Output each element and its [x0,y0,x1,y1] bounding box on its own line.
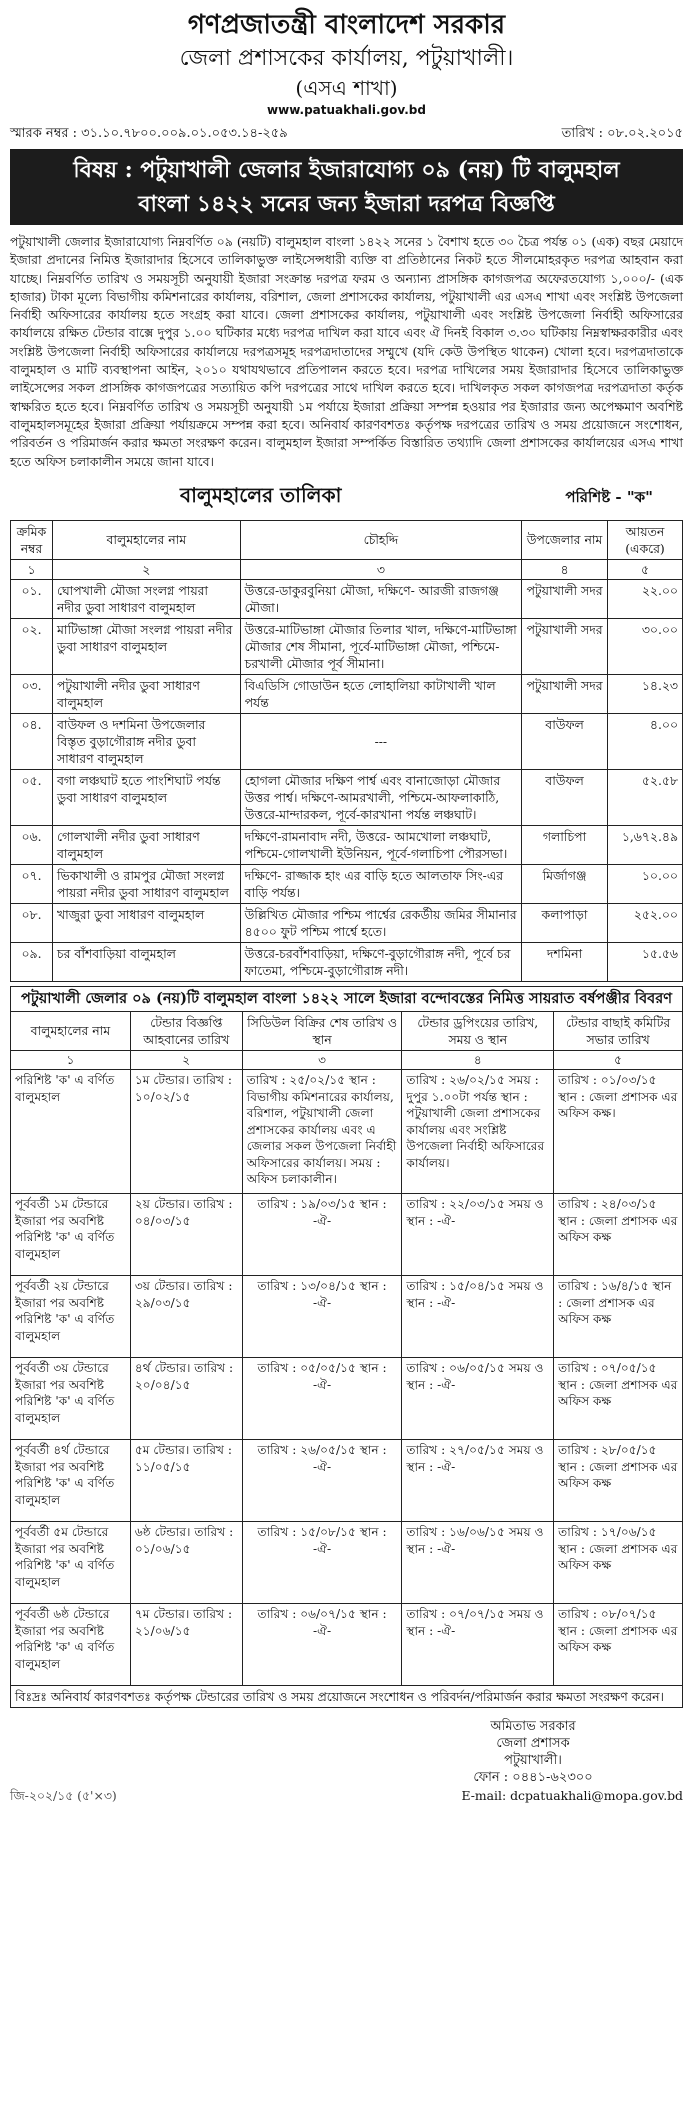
area: ৫২.৫৮ [607,769,682,825]
sandbar-name: মাটিভাঙ্গা মৌজা সংলগ্ন পায়রা নদীর ডুবা সাধারণ বালুমহাল [52,618,240,674]
tender-notice-date: ৫ম টেন্ডার। তারিখ : ১১/০৫/১৫ [130,1440,242,1522]
column-number: ৪ [402,1050,554,1070]
sandbar-group: পরিশিষ্ট 'ক' এ বর্ণিত বালুমহাল [11,1070,131,1194]
footnote: বিঃদ্রঃ অনিবার্য কারণবশতঃ কর্তৃপক্ষ টেন্ডারের তারিখ ও সময় প্রয়োজনে সংশোধন ও পরিবর্দন/পরিমার্জন করার ক্ষমতা সংরক্ষণ করেন। [10,1686,683,1708]
date-label: তারিখ : [561,126,604,141]
committee-meeting: তারিখ : ১৭/০৬/১৫ স্থান : জেলা প্রশাসক এর অফিস কক্ষ [554,1522,683,1604]
header-cell: টেন্ডার বিজ্ঞপ্তি আহবানের তারিখ [130,1011,242,1050]
sandbar-group: পূর্ববর্তী ৫ম টেন্ডারে ইজারা পর অবশিষ্ট পরিশিষ্ট 'ক' এ বর্ণিত বালুমহাল [11,1522,131,1604]
header-cell: টেন্ডার বাছাই কমিটির সভার তারিখ [554,1011,683,1050]
schedule-sale: তারিখ : ১৩/০৪/১৫ স্থান : -ঐ- [242,1276,402,1358]
header-cell: বালুমহালের নাম [52,520,240,559]
boundaries: দক্ষিণে- রাজ্জাক হাং এর বাড়ি হতে আলতাফ সিং-এর বাড়ি পর্যন্ত। [240,864,521,903]
serial: ০৭. [11,864,53,903]
table-row [11,579,683,618]
area: ২২.০০ [607,579,682,618]
sandbar-name: খাজুরা ডুবা সাধারণ বালুমহাল [52,903,240,942]
table-row [11,864,683,903]
boundaries: উল্লিখিত মৌজার পশ্চিম পার্শ্বের রেকর্ডীয় জমির সীমানার ৪৫০০ ফুট পশ্চিম পার্শ্বে হতে। [240,903,521,942]
committee-meeting: তারিখ : ২৮/০৫/১৫ স্থান : জেলা প্রশাসক এর অফিস কক্ষ [554,1440,683,1522]
committee-meeting: তারিখ : ১৬/৪/১৫ স্থান : জেলা প্রশাসক এর অফিস কক্ষ [554,1276,683,1358]
signatory-phone: ফোন : ০৪৪১-৬২৩০০ [473,1770,593,1786]
column-number: ৩ [242,1050,402,1070]
sandbar-group: পূর্ববর্তী ৩য় টেন্ডারে ইজারা পর অবশিষ্ট পরিশিষ্ট 'ক' এ বর্ণিত বালুমহাল [11,1358,131,1440]
sandbar-name: গোলখালী নদীর ডুবা সাধারণ বালুমহাল [52,825,240,864]
table-row [11,618,683,674]
signatory-place: পটুয়াখালী। [504,1753,562,1769]
committee-meeting: তারিখ : ০৮/০৭/১৫ স্থান : জেলা প্রশাসক এর অফিস কক্ষ [554,1604,683,1686]
serial: ০৩. [11,674,53,713]
column-number: ৩ [240,559,521,579]
upazila: কলাপাড়া [522,903,608,942]
table-row [11,942,683,981]
column-number: ৫ [554,1050,683,1070]
print-code: জি-২০২/১৫ (৫'×৩) [10,1788,117,1804]
column-number-row [11,1050,683,1070]
boundaries: উত্তরে-মাটিভাঙ্গা মৌজার তিলার খাল, দক্ষিণে-মাটিভাঙ্গা মৌজার শেষ সীমানা, পূর্বে-মাটিভাঙ্গা মৌজা, পশ্চিমে- চরখালী মৌজার পূর্ব সীমানা। [240,618,521,674]
table-row [11,1276,683,1358]
government-title: গণপ্রজাতন্ত্রী বাংলাদেশ সরকার [187,10,506,40]
header-cell: বালুমহালের নাম [11,1011,131,1050]
table-row [11,1358,683,1440]
sandbar-name: ঘোপখালী মৌজা সংলগ্ন পায়রা নদীর ডুবা সাধারণ বালুমহাল [52,579,240,618]
footer-row [10,1788,683,1808]
area: ১৪.২৩ [607,674,682,713]
table-header-row [11,520,683,559]
tender-notice-date: ৪র্থ টেন্ডার। তারিখ : ২০/০৪/১৫ [130,1358,242,1440]
schedule-sale: তারিখ : ২৬/০৫/১৫ স্থান : -ঐ- [242,1440,402,1522]
upazila: বাউফল [522,769,608,825]
boundaries: --- [240,713,521,769]
tender-drop: তারিখ : ২৭/০৫/১৫ সময় ও স্থান : -ঐ- [402,1440,554,1522]
table-header-row [11,1011,683,1050]
boundaries: দক্ষিণে-রামনাবাদ নদী, উত্তরে- আমখোলা লঞ্চঘাট, পশ্চিমে-গোলখালী ইউনিয়ন, পূর্বে-গলাচিপা পৌরসভা। [240,825,521,864]
upazila: পটুয়াখালী সদর [522,618,608,674]
header-cell: সিডিউল বিক্রির শেষ তারিখ ও স্থান [242,1011,402,1050]
header-cell: ক্রমিক নম্বর [11,520,53,559]
column-number: ৫ [607,559,682,579]
boundaries: হোগলা মৌজার দক্ষিণ পার্শ্ব এবং বানাজোড়া মৌজার উত্তর পার্শ্ব। দক্ষিণে-আমরখালী, পশ্চিমে-আফলাকাঠি, উত্তরে-মান্দারকল, পূর্বে-কারখানা পর্যন্ত লঞ্চঘাট। [240,769,521,825]
tender-notice-date: ১ম টেন্ডার। তারিখ : ১০/০২/১৫ [130,1070,242,1194]
upazila: পটুয়াখালী সদর [522,579,608,618]
table-row [11,903,683,942]
upazila: মির্জাগঞ্জ [522,864,608,903]
sandbar-group: পূর্ববর্তী ১ম টেন্ডারে ইজারা পর অবশিষ্ট পরিশিষ্ট 'ক' এ বর্ণিত বালুমহাল [11,1194,131,1276]
sandbar-list-table [10,520,683,982]
table-row [11,825,683,864]
signature-block [423,1718,643,1786]
tender-notice [10,0,683,1808]
tender-drop: তারিখ : ০৬/০৫/১৫ সময় ও স্থান : -ঐ- [402,1358,554,1440]
memo-number [10,124,288,145]
subject-line-1: বিষয় : পটুয়াখালী জেলার ইজারাযোগ্য ০৯ (নয়) টি বালুমহাল [73,157,620,183]
schedule-sale: তারিখ : ২৫/০২/১৫ স্থান : বিভাগীয় কমিশনারের কার্যালয়, বরিশাল, পটুয়াখালী জেলা প্রশাসকের কার্যালয় এবং এ জেলার সকল উপজেলা নির্বাহী অফিসারের কার্যালয়। সময় : অফিস চলাকালীন। [242,1070,402,1194]
area: ১০.০০ [607,864,682,903]
sandbar-name: চর বাঁশবাড়িয়া বালুমহাল [52,942,240,981]
sandbar-name: বগা লঞ্চঘাট হতে পাংশিঘাট পর্যন্ত ডুবা সাধারণ বালুমহাল [52,769,240,825]
serial: ০২. [11,618,53,674]
upazila: দশমিনা [522,942,608,981]
column-number: ১ [11,1050,131,1070]
serial: ০৬. [11,825,53,864]
sandbar-name: ভিকাখালী ও রামপুর মৌজা সংলগ্ন পায়রা নদীর ডুবা সাধারণ বালুমহাল [52,864,240,903]
area: ১,৬৭২.৪৯ [607,825,682,864]
schedule-sale: তারিখ : ০৫/০৫/১৫ স্থান : -ঐ- [242,1358,402,1440]
header-cell: টেন্ডার ড্রপিংয়ের তারিখ, সময় ও স্থান [402,1011,554,1050]
boundaries: বিএডিসি গোডাউন হতে লোহালিয়া কাটাখালী খাল পর্যন্ত [240,674,521,713]
serial: ০৪. [11,713,53,769]
branch-name: (এসএ শাখা) [295,76,398,100]
area: ৩০.০০ [607,618,682,674]
column-number: ২ [52,559,240,579]
serial: ০৫. [11,769,53,825]
column-number-row [11,559,683,579]
email-link[interactable]: E-mail: dcpatuakhali@mopa.gov.bd [461,1788,683,1804]
issue-date [562,124,683,145]
sandbar-group: পূর্ববর্তী ৬ষ্ঠ টেন্ডারে ইজারা পর অবশিষ্ট পরিশিষ্ট 'ক' এ বর্ণিত বালুমহাল [11,1604,131,1686]
tender-drop: তারিখ : ১৫/০৪/১৫ সময় ও স্থান : -ঐ- [402,1276,554,1358]
column-number: ১ [11,559,53,579]
tender-drop: তারিখ : ০৭/০৭/১৫ সময় ও স্থান : -ঐ- [402,1604,554,1686]
tender-drop: তারিখ : ২৬/০২/১৫ সময় : দুপুর ১.০০টা পর্যন্ত স্থান : পটুয়াখালী জেলা প্রশাসকের কার্যালয় এবং সংশ্লিষ্ট উপজেলা নির্বাহী অফিসারের কার্যালয়। [402,1070,554,1194]
schedule-sale: তারিখ : ০৬/০৭/১৫ স্থান : -ঐ- [242,1604,402,1686]
boundaries: উত্তরে-চরবাঁশবাড়িয়া, দক্ষিণে-বুড়াগৌরাঙ্গ নদী, পূর্বে চর ফাতেমা, পশ্চিমে-বুড়াগৌরাঙ্গ নদী। [240,942,521,981]
memo-value: ৩১.১০.৭৮০০.০০৯.০১.০৫৩.১৪-২৫৯ [81,126,288,141]
letterhead [10,6,683,118]
header-cell: উপজেলার নাম [522,520,608,559]
table-row [11,1070,683,1194]
sandbar-group: পূর্ববর্তী ৪র্থ টেন্ডারে ইজারা পর অবশিষ্ট পরিশিষ্ট 'ক' এ বর্ণিত বালুমহাল [11,1440,131,1522]
committee-meeting: তারিখ : ০১/০৩/১৫ স্থান : জেলা প্রশাসক এর অফিস কক্ষ। [554,1070,683,1194]
tender-notice-date: ২য় টেন্ডার। তারিখ : ০৪/০৩/১৫ [130,1194,242,1276]
header-cell: চৌহদ্দি [240,520,521,559]
reference-row [10,124,683,145]
sandbar-list-heading [10,481,683,514]
tender-drop: তারিখ : ২২/০৩/১৫ সময় ও স্থান : -ঐ- [402,1194,554,1276]
sandbar-name: বাউফল ও দশমিনা উপজেলার বিস্তৃত বুড়াগৌরাঙ্গ নদীর ডুবা সাধারণ বালুমহাল [52,713,240,769]
schedule-sale: তারিখ : ১৯/০৩/১৫ স্থান : -ঐ- [242,1194,402,1276]
schedule-table [10,1011,683,1687]
committee-meeting: তারিখ : ২৪/০৩/১৫ স্থান : জেলা প্রশাসক এর অফিস কক্ষ [554,1194,683,1276]
tender-notice-date: ৬ষ্ঠ টেন্ডার। তারিখ : ০১/০৬/১৫ [130,1522,242,1604]
appendix-label: পরিশিষ্ট - "ক" [565,487,653,506]
tender-notice-date: ৩য় টেন্ডার। তারিখ : ২৯/০৩/১৫ [130,1276,242,1358]
date-value: ০৮.০২.২০১৫ [607,126,683,141]
committee-meeting: তারিখ : ০৭/০৫/১৫ স্থান : জেলা প্রশাসক এর অফিস কক্ষ [554,1358,683,1440]
tender-drop: তারিখ : ১৬/০৬/১৫ সময় ও স্থান : -ঐ- [402,1522,554,1604]
table-row [11,713,683,769]
sandbar-name: পটুয়াখালী নদীর ডুবা সাধারণ বালুমহাল [52,674,240,713]
area: ২৫২.০০ [607,903,682,942]
office-name: জেলা প্রশাসকের কার্যালয়, পটুয়াখালী। [179,46,514,71]
serial: ০৯. [11,942,53,981]
upazila: বাউফল [522,713,608,769]
schedule-title: পটুয়াখালী জেলার ০৯ (নয়)টি বালুমহাল বাংলা ১৪২২ সালে ইজারা বন্দোবস্তের নিমিত্ত সায়রাত বর্ষপঞ্জীর বিবরণ [10,986,683,1011]
upazila: গলাচিপা [522,825,608,864]
sandbar-group: পূর্ববর্তী ২য় টেন্ডারে ইজারা পর অবশিষ্ট পরিশিষ্ট 'ক' এ বর্ণিত বালুমহাল [11,1276,131,1358]
area: ৪.০০ [607,713,682,769]
signatory-title: জেলা প্রশাসক [496,1736,570,1752]
subject-banner [10,149,683,225]
column-number: ২ [130,1050,242,1070]
memo-label: স্মারক নম্বর : [10,126,78,141]
table-row [11,1440,683,1522]
table-row [11,674,683,713]
schedule-sale: তারিখ : ১৫/০৮/১৫ স্থান : -ঐ- [242,1522,402,1604]
list-title: বালুমহালের তালিকা [180,482,342,507]
serial: ০৮. [11,903,53,942]
table-row [11,769,683,825]
tender-notice-date: ৭ম টেন্ডার। তারিখ : ২১/০৬/১৫ [130,1604,242,1686]
website-link[interactable]: www.patuakhali.gov.bd [267,103,426,117]
area: ১৫.৫৬ [607,942,682,981]
header-cell: আয়তন (একরে) [607,520,682,559]
subject-line-2: বাংলা ১৪২২ সনের জন্য ইজারা দরপত্র বিজ্ঞপ্তি [138,191,555,217]
table-row [11,1194,683,1276]
boundaries: উত্তরে-ডাকুরবুনিয়া মৌজা, দক্ষিণে- আরজী রাজগঞ্জ মৌজা। [240,579,521,618]
serial: ০১. [11,579,53,618]
table-row [11,1522,683,1604]
table-row [11,1604,683,1686]
signatory-name: অমিতাভ সরকার [490,1719,576,1735]
notice-body: পটুয়াখালী জেলার ইজারাযোগ্য নিম্নবর্ণিত ০৯ (নয়টি) বালুমহাল বাংলা ১৪২২ সনের ১ বৈশাখ হতে ৩০ চৈত্র পর্যন্ত ০১ (এক) বছর মেয়াদে ইজারা প্রদানের নিমিত্ত ইজারাদার হিসেবে তালিকাভুক্ত লাইসেন্সধারী ব্যক্তি বা প্রতিষ্ঠানের নিকট হতে সীলমোহরকৃত দরপত্র আহবান করা যাচ্ছে। নিম্নবর্ণিত তারিখ ও সময়সূচী অনুযায়ী ইজারা সংক্রান্ত দরপত্র ফরম ও অন্যান্য প্রাসঙ্গিক কাগজপত্র অফেরতযোগ্য ১,০০০/- (এক হাজার) টাকা মূল্যে বিভাগীয় কমিশনারের কার্যালয়, বরিশাল, জেলা প্রশাসকের কার্যালয়, পটুয়াখালী এর এসএ শাখা এবং সংশ্লিষ্ট উপজেলা নির্বাহী অফিসারের কার্যালয় হতে সংগ্রহ করা যাবে। জেলা প্রশাসকের কার্যালয়, পটুয়াখালী এবং সংশ্লিষ্ট উপজেলা নির্বাহী অফিসারের কার্যালয়ে রক্ষিত টেন্ডার বাক্সে দুপুর ১.০০ ঘটিকার মধ্যে দরপত্র দাখিল করা যাবে এবং ঐ দিনই বিকাল ৩.৩০ ঘটিকায় নিম্নস্বাক্ষরকারীর এবং সংশ্লিষ্ট উপজেলা নির্বাহী অফিসারের কার্যালয়ে দরপত্রসমূহ দরপত্রদাতাদের সম্মুখে (যদি কেউ উপস্থিত থাকেন) খোলা হবে। দরপত্রদাতাকে বালুমহাল ও মাটি ব্যবস্থাপনা আইন, ২০১০ যথাযথভাবে প্রতিপালন করতে হবে। দরপত্র দাখিলের সময় ইজারাদার হিসেবে তালিকাভুক্ত লাইসেন্সের সকল প্রাসঙ্গিক কাগজপত্রের সত্যায়িত কপি দরপত্রের সাথে দাখিল করতে হবে। দাখিলকৃত সকল কাগজপত্র দরপত্রদাতা কর্তৃক স্বাক্ষরিত হতে হবে। নিম্নবর্ণিত তারিখ ও সময়সূচী অনুযায়ী ১ম পর্যায়ে ইজারা প্রক্রিয়া সম্পন্ন হওয়ার পর ইজারার জন্য অপেক্ষমাণ অবশিষ্ট বালুমহালসমূহের ইজারা প্রক্রিয়া পর্যায়ক্রমে সম্পন্ন করা হবে। অনিবার্য কারণবশতঃ কর্তৃপক্ষ দরপত্রের তারিখ ও সময় প্রয়োজনে সংশোধন, পরিবর্তন ও পরিমার্জন করার ক্ষমতা সংরক্ষণ করেন। বালুমহাল ইজারা সম্পর্কিত বিস্তারিত তথ্যাদি জেলা প্রশাসকের কার্যালয়ের এসএ শাখা হতে অফিস চলাকালীন সময়ে জানা যাবে। [10,234,683,469]
upazila: পটুয়াখালী সদর [522,674,608,713]
column-number: ৪ [522,559,608,579]
